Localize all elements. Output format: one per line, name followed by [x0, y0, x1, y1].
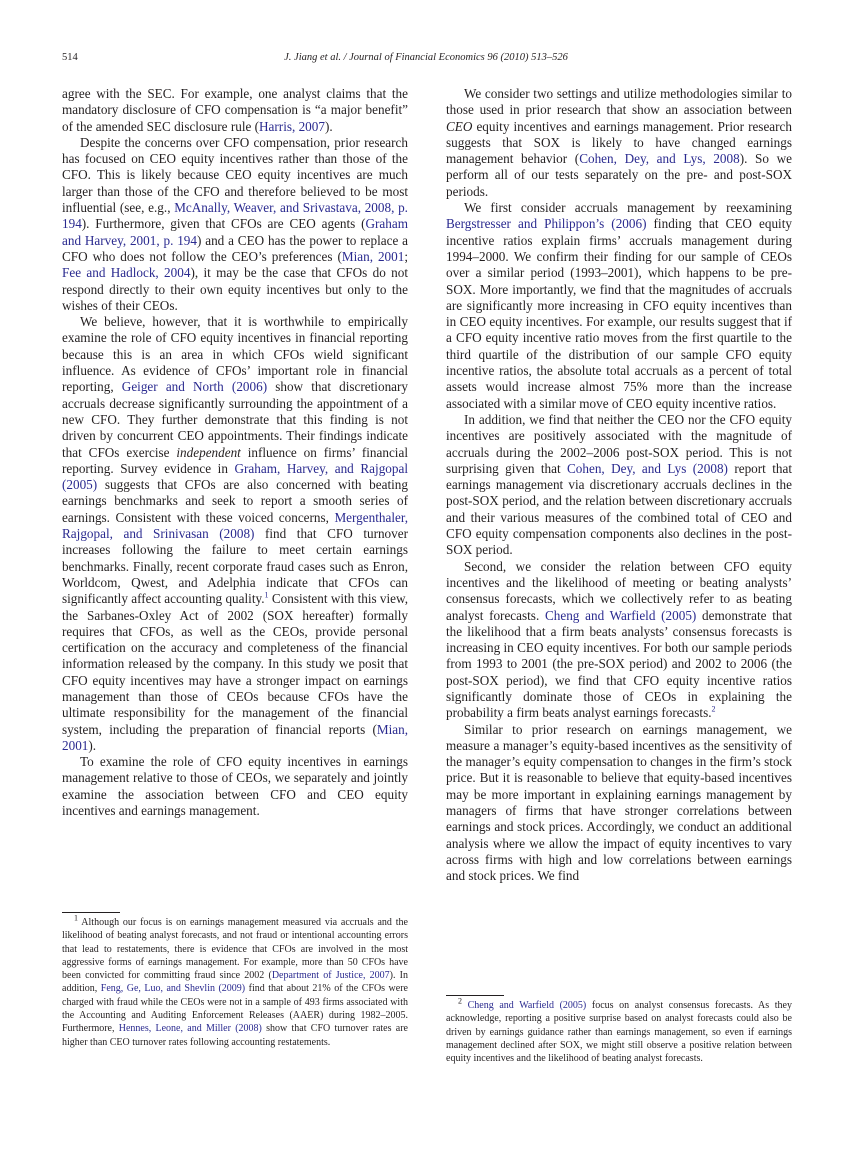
footnote-mark: 1 — [74, 913, 78, 923]
running-header — [62, 52, 790, 68]
text: ). — [324, 118, 333, 134]
footnote-divider — [62, 912, 120, 913]
running-title: J. Jiang et al. / Journal of Financial Economics 96 (2010) 513–526 — [284, 52, 568, 63]
citation-link[interactable]: Cheng and Warfield (2005) — [467, 1000, 587, 1011]
text: show that CFO turnover rates are higher than CEO turnover rates following accounting restatements. — [62, 1023, 408, 1048]
text: report that earnings management via discretionary accruals declines in the post-SOX period, and the relation between discretionary accruals and their various measures of the combined total of CEO and CFO equity compensation components also declines in the post-SOX period. — [446, 460, 792, 558]
citation-link[interactable]: Mian, 2001 — [341, 248, 405, 264]
text: In addition, we find that neither the CEO nor the CFO equity incentives are positively associated with the magnitude of accruals during the 2002–2006 post-SOX period. This is not surprising given that — [446, 411, 792, 476]
emphasis: independent — [176, 444, 241, 460]
emphasis: CEO — [446, 118, 473, 134]
text: We first consider accruals management by reexamining — [464, 200, 792, 216]
paragraph — [446, 86, 792, 200]
text: ). Furthermore, given that CFOs are CEO agents ( — [81, 216, 366, 232]
text: finding that CEO equity incentive ratios explain firms’ accruals management during 1994–2000. We confirm their finding for our sample of CEOs over a similar period (1993–2001), which happens to be pre-SOX. More importantly, we find that the magnitudes of accruals are significantly more increasing in CFO equity incentives than in CEO equity incentives. For example, our results suggest that if a CFO equity incentive ratio moves from the first quartile to the third quartile of the distribution of our sample CFO equity incentive ratios, the absolute total accruals as a percent of total assets would increase almost 75% more than the increase associated with a similar move of CEO equity incentive ratios. — [446, 216, 792, 411]
text: focus on analyst consensus forecasts. As they acknowledge, reporting a positive surprise based on analyst forecasts could also be driven by earnings guidance rather than earnings management, so even if earnings management declined after SOX, we might still observe a positive relation between equity incentives and the likelihood of beating analyst forecasts. — [446, 1000, 792, 1065]
citation-link[interactable]: McAnally, Weaver, and Srivastava, 2008, p. 194 — [62, 200, 408, 232]
citation-link[interactable]: Bergstresser and Philippon’s (2006) — [446, 216, 647, 232]
left-column — [62, 86, 408, 819]
footnote-mark: 2 — [458, 996, 462, 1006]
paragraph — [446, 200, 792, 412]
footnote-1 — [62, 912, 408, 1049]
footnote-2 — [446, 995, 792, 1065]
text: influence on firms’ financial reporting. Survey evidence in — [62, 444, 408, 476]
citation-link[interactable]: Hennes, Leone, and Miller (2008) — [118, 1023, 262, 1035]
paragraph — [62, 754, 408, 819]
paragraph — [446, 722, 792, 885]
paragraph — [62, 86, 408, 135]
text: ) and a CEO has the power to replace a CFO who does not follow the CEO’s preferences ( — [62, 232, 408, 264]
citation-link[interactable]: Graham, Harvey, and Rajgopal (2005) — [62, 460, 408, 493]
text: equity incentives and earnings management. Prior research suggests that SOX is likely to have changed earnings management behavior ( — [446, 118, 792, 167]
text: We consider two settings and utilize methodologies similar to those used in prior research that show an association between — [446, 86, 792, 118]
paragraph — [62, 314, 408, 754]
footnote-text — [62, 913, 409, 1049]
text: ). — [88, 737, 97, 753]
text: ). So we perform all of our tests separately on the pre- and post-SOX periods. — [446, 151, 792, 199]
citation-link[interactable]: Geiger and North (2006) — [121, 379, 268, 395]
text: Despite the concerns over CFO compensation, prior research has focused on CEO equity incentives rather than those of the CFO. This is likely because CEO equity incentives are much larger than those of the CFO and therefore believed to be most influential (see, e.g., — [62, 134, 408, 216]
citation-link[interactable]: Cohen, Dey, and Lys, 2008 — [579, 151, 740, 167]
citation-link[interactable]: Department of Justice, 2007 — [271, 970, 390, 982]
text: To examine the role of CFO equity incentives in earnings management relative to those of CEOs, we separately and jointly examine the association between CFO and CEO equity incentives and earnings management. — [62, 754, 408, 819]
citation-link[interactable]: Mian, 2001 — [62, 721, 408, 753]
text: Similar to prior research on earnings management, we measure a manager’s equity-based incentives as the sensitivity of the manager’s equity compensation to changes in the firm’s stock price. But it is reasonable to believe that equity-based incentives may be more important in explaining earnings management by managers of firms that have stronger correlations between earnings and stock prices. Accordingly, we conduct an additional analysis where we allow the impact of equity incentives to vary across firms with high and low correlations between earnings and stock prices. We find — [446, 721, 792, 884]
page-number: 514 — [62, 52, 78, 63]
text: find that about 21% of the CFOs were charged with fraud while the CEOs were not in a sample of 493 firms associated with the Accounting and Auditing Enforcement Releases (AAER) during 1982–2005. Furthermore, — [62, 983, 408, 1035]
citation-link[interactable]: Cheng and Warfield (2005) — [544, 607, 697, 623]
footnote-divider — [446, 995, 504, 996]
paragraph — [446, 559, 792, 722]
text: demonstrate that the likelihood that a firm beats analysts’ consensus forecasts is increasing in CEO equity incentives. For both our sample periods from 1993 to 2001 (the pre-SOX period) and 2002 to 2006 (the post-SOX period), we find that CFO equity incentive ratios significantly dominate those of CEOs in explaining the probability a firm beats analyst earnings forecasts. — [446, 607, 792, 721]
citation-link[interactable]: Cohen, Dey, and Lys (2008) — [567, 460, 728, 476]
text: Although our focus is on earnings management measured via accruals and the likelihood of beating analyst forecasts, and not fraud or intentional accounting errors that lead to restatements, there is evidence that CFOs are involved in the most aggressive forms of earnings management. For example, more than 50 CFOs have been convicted for committing fraud since 2002 ( — [62, 917, 408, 982]
text: Second, we consider the relation between CFO equity incentives and the likelihood of meeting or beating analysts’ consensus forecasts, which we collectively refer to as beating analyst forecasts. — [446, 558, 792, 623]
citation-link[interactable]: Fee and Hadlock, 2004 — [62, 265, 191, 281]
text: agree with the SEC. For example, one analyst claims that the mandatory disclosure of CFO compensation is “a major benefit” of the amended SEC disclosure rule ( — [62, 86, 408, 134]
footnote-text — [446, 996, 792, 1065]
text: ; — [404, 248, 408, 264]
right-column — [446, 86, 792, 885]
text: We believe, however, that it is worthwhile to empirically examine the role of CFO equity incentives in financial reporting because this is an area in which CFOs wield significant influence. As evidence of CFOs’ important role in financial reporting, — [62, 314, 408, 395]
text: ). In addition, — [62, 970, 409, 995]
citation-link[interactable]: Mergenthaler, Rajgopal, and Srinivasan (2008) — [62, 509, 408, 542]
citation-link[interactable]: Harris, 2007 — [259, 118, 325, 134]
paragraph — [62, 135, 408, 314]
text: ), it may be the case that CFOs do not respond directly to their own equity incentives but only to the wishes of their CEOs. — [62, 265, 408, 313]
citation-link[interactable]: Graham and Harvey, 2001, p. 194 — [62, 216, 408, 248]
paragraph — [446, 412, 792, 559]
text: Consistent with this view, the Sarbanes-Oxley Act of 2002 (SOX hereafter) formally requires that CFOs, as well as the CEOs, provide personal certification on the accuracy and completeness of the financial information released by the company. In this study we posit that CFO equity incentives may have a stronger impact on earnings management than those of CEOs because CFOs have the ultimate responsibility for the management of the financial system, including the preparation of financial reports ( — [62, 591, 408, 737]
text: show that discretionary accruals decrease significantly surrounding the appointment of a new CFO. They further demonstrate that this finding is not driven by concurrent CEO appointments. Their findings indicate that CFOs exercise — [62, 379, 408, 460]
citation-link[interactable]: Feng, Ge, Luo, and Shevlin (2009) — [100, 983, 246, 995]
text: find that CFO turnover increases following the failure to meet certain earnings benchmarks. Finally, recent corporate fraud cases such as Enron, Worldcom, Qwest, and Adelphia indicate that CFOs can significantly affect accounting quality. — [62, 526, 408, 607]
footnote-ref-2[interactable]: 2 — [711, 704, 716, 714]
footnote-ref-1[interactable]: 1 — [264, 590, 269, 600]
text: suggests that CFOs are also concerned with beating earnings benchmarks and seek to report a smooth series of earnings. Consistent with these voiced concerns, — [62, 477, 408, 525]
